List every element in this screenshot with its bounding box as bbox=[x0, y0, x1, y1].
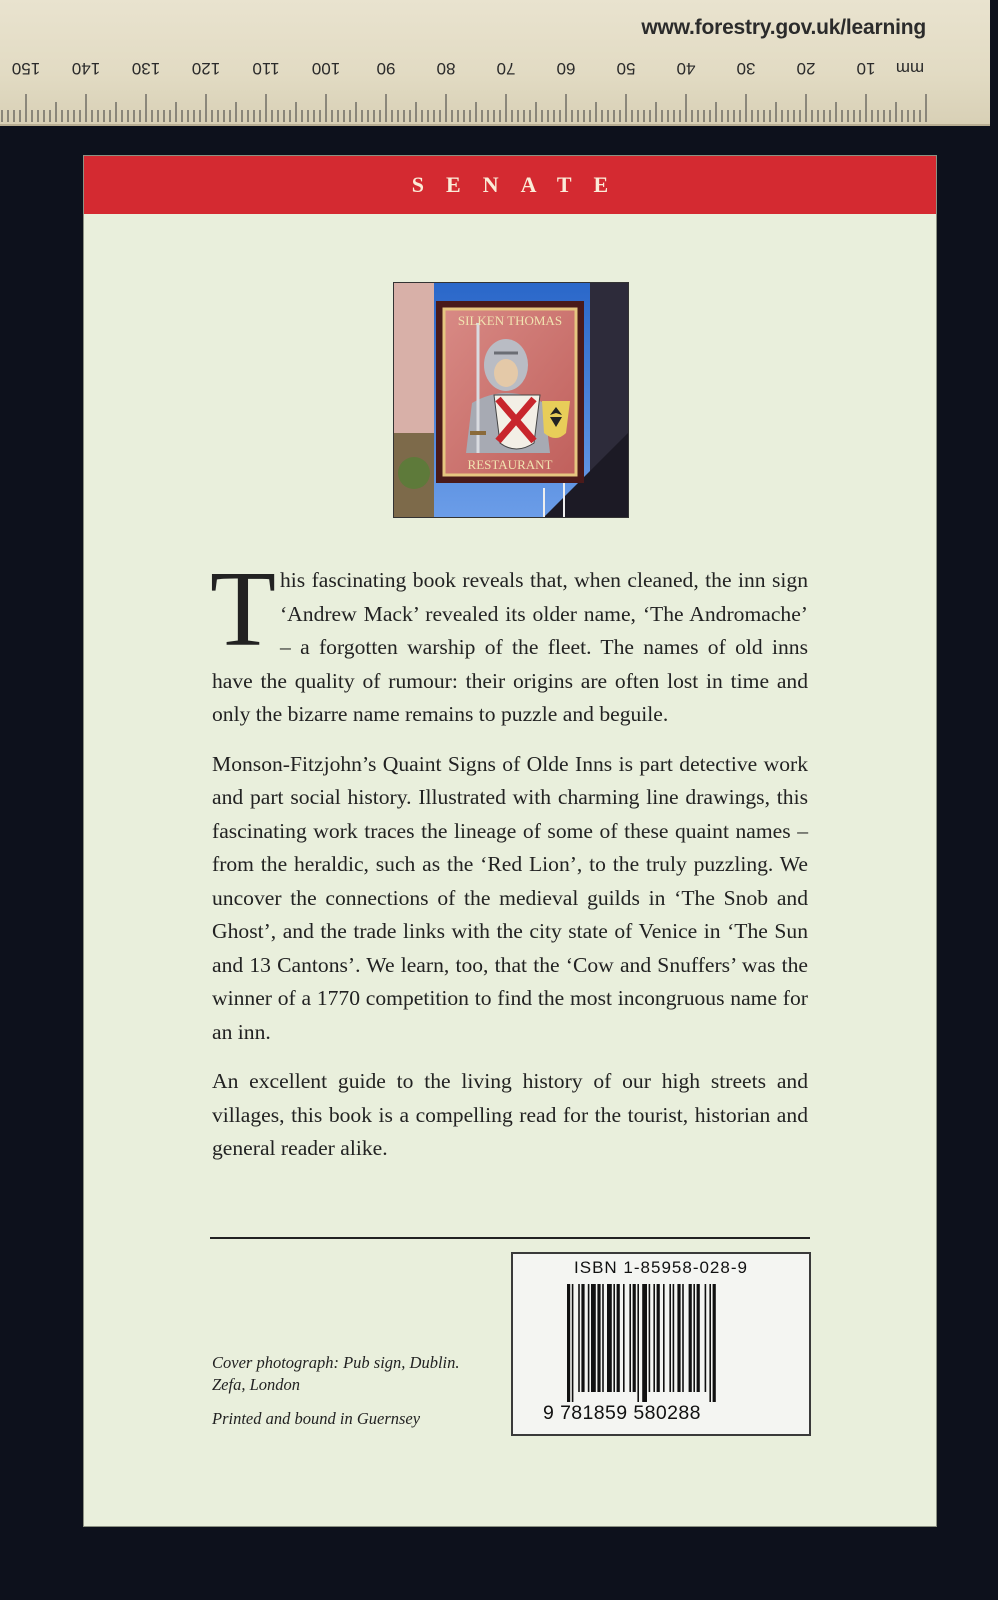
blurb-paragraph-3: An excellent guide to the living history of our high streets and villages, this book is a compelling read for the tourist, historian and general reader alike. bbox=[212, 1069, 808, 1160]
ruler-mark: 100 bbox=[311, 59, 341, 78]
ruler-ticks bbox=[0, 92, 990, 122]
printed-notice: Printed and bound in Guernsey bbox=[212, 1409, 421, 1428]
paragraph-1-text: his fascinating book reveals that, when cleaned, the inn sign ‘Andrew Mack’ revealed its older name, ‘The Andromache’ – a forgotten warship of the fleet. The names of old inns have the quality of rumour: their origins are often lost in time and only the bizarre name remains to puzzle and beguile. bbox=[212, 568, 808, 726]
isbn-barcode-box bbox=[511, 1252, 811, 1436]
ruler-mark: 80 bbox=[436, 59, 456, 78]
publisher-band bbox=[84, 156, 936, 214]
blurb-paragraph-2: Monson-Fitzjohn’s Quaint Signs of Olde Inns is part detective work and part social history. Illustrated with charming line drawings, this fascinating work traces the lineage of some of these quaint names – from the heraldic, such as the ‘Red Lion’, to the truly puzzling. We uncover the connections of the medieval guilds in ‘The Snob and Ghost’, and the trade links with the city state of Venice in ‘The Sun and 13 Cantons’. We learn, too, that the ‘Cow and Snuffers’ was the winner of a 1770 competition to find the most incongruous name for an inn. bbox=[212, 751, 808, 1044]
pub-sign-photo bbox=[393, 282, 629, 518]
isbn-label: ISBN 1-85958-028-9 bbox=[574, 1258, 748, 1277]
photo-credit-line-2: Zefa, London bbox=[212, 1375, 301, 1394]
blurb bbox=[210, 550, 808, 1182]
ruler-url: www.forestry.gov.uk/learning bbox=[641, 16, 926, 39]
blurb-paragraph-1 bbox=[210, 550, 808, 732]
ruler-mark: 30 bbox=[736, 59, 756, 78]
sign-bottom-text: RESTAURANT bbox=[467, 457, 553, 472]
credits bbox=[212, 1352, 512, 1430]
ruler-mark: 40 bbox=[676, 59, 696, 78]
divider-line bbox=[210, 1237, 810, 1239]
ruler-mark: 110 bbox=[252, 59, 280, 78]
ruler-mark: 140 bbox=[71, 59, 101, 78]
ruler-mark: 70 bbox=[496, 59, 516, 78]
ruler-mark: 10 bbox=[856, 59, 876, 78]
book-back-cover bbox=[84, 156, 936, 1526]
ruler-mark: 150 bbox=[11, 59, 41, 78]
photo-credit-line-1: Cover photograph: Pub sign, Dublin. bbox=[212, 1353, 460, 1372]
ruler-unit: mm bbox=[895, 59, 925, 78]
barcode bbox=[567, 1284, 765, 1402]
ruler-mark: 90 bbox=[376, 59, 396, 78]
ruler-mark: 60 bbox=[556, 59, 576, 78]
drop-cap: T bbox=[210, 550, 276, 669]
ruler-mark: 20 bbox=[796, 59, 816, 78]
publisher-name: SENATE bbox=[411, 172, 631, 197]
isbn-number: 9 781859 580288 bbox=[543, 1402, 701, 1424]
ruler-mark: 130 bbox=[131, 59, 161, 78]
sign-top-text: SILKEN THOMAS bbox=[457, 313, 563, 328]
ruler-mark: 120 bbox=[191, 59, 221, 78]
ruler-mark: 50 bbox=[616, 59, 636, 78]
measuring-ruler bbox=[0, 0, 990, 126]
ruler-numbers bbox=[0, 58, 990, 88]
